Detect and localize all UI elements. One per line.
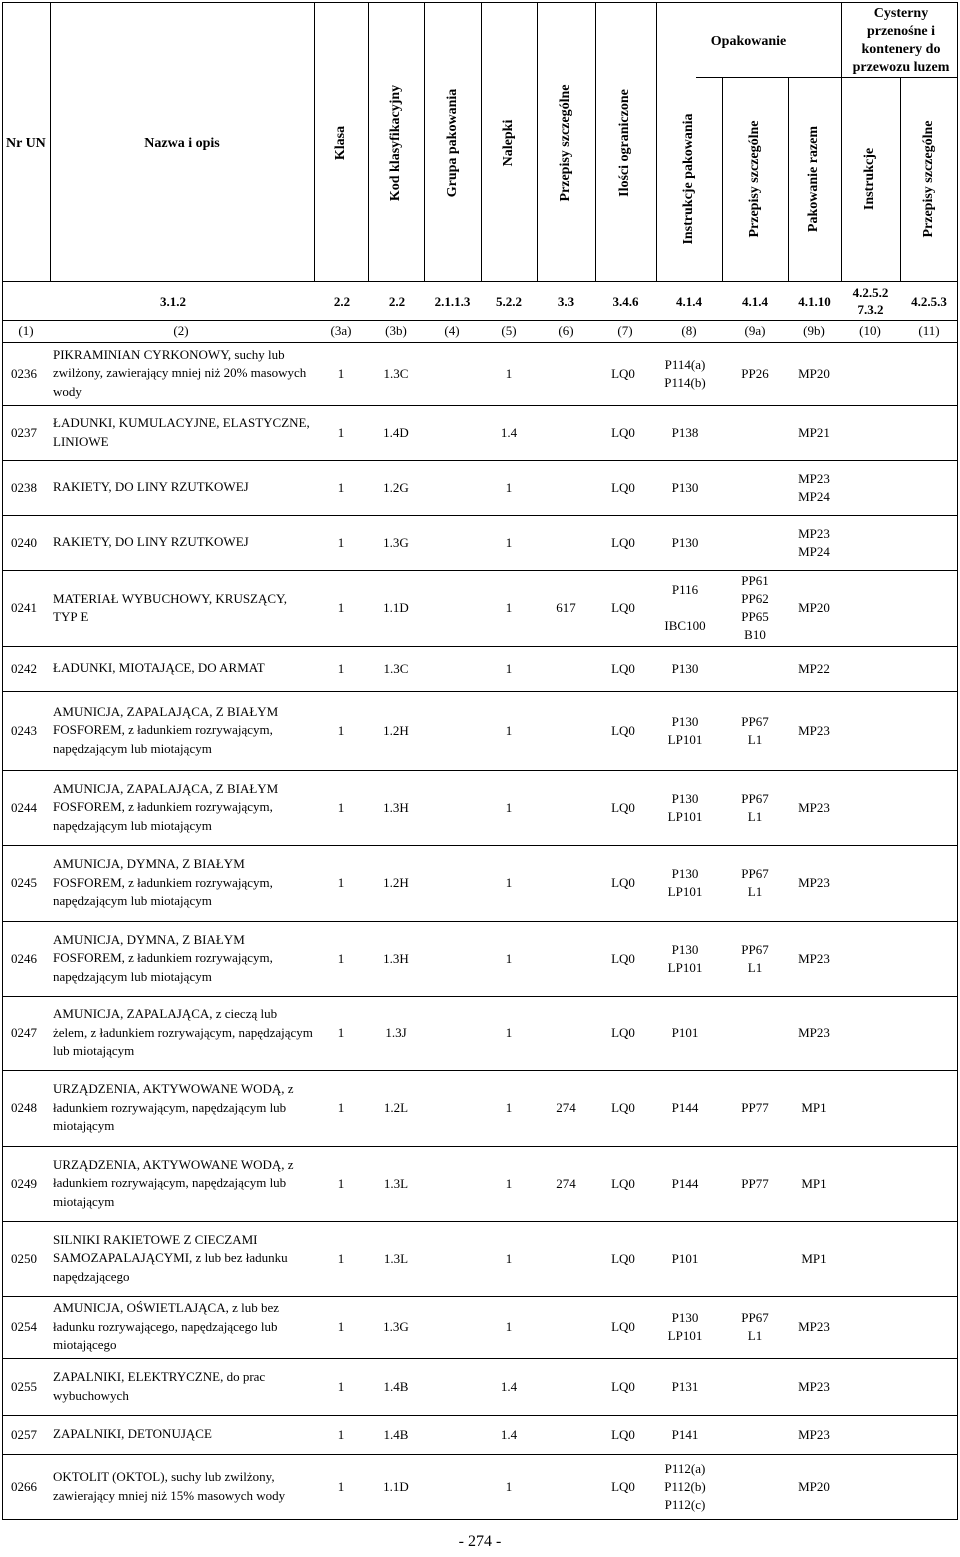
column-number: (6) (558, 323, 574, 338)
un-number: 0240 (11, 534, 37, 550)
un-number: 0237 (11, 424, 37, 440)
packing-instruction: P131 (671, 1378, 699, 1394)
substance-description: AMUNICJA, ZAPALAJĄCA, z cieczą lub żelem, z ładunkiem rozrywającym, napędzającym lub miotającym (53, 1006, 313, 1059)
packing-instruction: P101 (671, 1025, 699, 1040)
klasa-cell: 1 (337, 1250, 345, 1266)
mixed-packing: MP20 (798, 1478, 830, 1494)
kod-cell: 1.2H (383, 875, 409, 890)
ref-1: 3.1.2 (160, 294, 186, 309)
ilosci-cell: LQ0 (611, 1378, 635, 1394)
divider (841, 3, 842, 281)
un-number: 0248 (11, 1100, 37, 1115)
packing-instruction: P130 (671, 660, 699, 676)
header-kod: Kod klasyfikacyjny (388, 84, 403, 202)
header-ilosci: Ilości ograniczone (617, 89, 632, 197)
substance-description: ŁADUNKI, MIOTAJĄCE, DO ARMAT (53, 660, 265, 676)
kod-cell: 1.3C (383, 660, 409, 676)
un-number: 0247 (11, 1025, 37, 1040)
ilosci-cell: LQ0 (611, 424, 635, 440)
nalepki-cell: 1 (505, 600, 513, 615)
mixed-packing: MP23 (798, 1426, 830, 1442)
un-number: 0236 (11, 365, 37, 381)
packing-provision: B10 (744, 627, 766, 642)
klasa-cell: 1 (337, 1175, 345, 1191)
divider (537, 3, 538, 281)
row-divider (3, 1146, 958, 1147)
row-divider (3, 845, 958, 846)
packing-instruction: P130 (671, 866, 699, 881)
divider (3, 342, 958, 343)
mixed-packing: MP23 (798, 722, 830, 738)
nalepki-cell: 1 (505, 1100, 513, 1115)
substance-description: SILNIKI RAKIETOWE Z CIECZAMI SAMOZAPALAJĄCYMI, z lub bez ładunku napędzającego (53, 1231, 288, 1284)
kod-cell: 1.1D (383, 600, 409, 615)
packing-provision: PP67 (741, 1310, 769, 1325)
kod-cell: 1.3G (383, 534, 409, 550)
substance-description: AMUNICJA, OŚWIETLAJĄCA, z lub bez ładunku rozrywającego, napędzającego lub miotającego (53, 1300, 280, 1353)
divider (368, 3, 369, 281)
ilosci-cell: LQ0 (611, 534, 635, 550)
klasa-cell: 1 (337, 875, 345, 890)
substance-description: ZAPALNIKI, DETONUJĄCE (53, 1426, 212, 1442)
klasa-cell: 1 (337, 1319, 345, 1334)
mixed-packing: MP20 (798, 600, 830, 615)
un-number: 0244 (11, 799, 37, 815)
mixed-packing: MP23 (798, 799, 830, 815)
kod-cell: 1.2H (383, 722, 409, 738)
packing-instruction: P130 (671, 941, 699, 957)
ilosci-cell: LQ0 (611, 1250, 635, 1266)
klasa-cell: 1 (337, 1100, 345, 1115)
packing-instruction: LP101 (667, 1328, 703, 1343)
row-divider (3, 1454, 958, 1455)
ref-5: 5.2.2 (496, 294, 522, 309)
ilosci-cell: LQ0 (611, 1175, 635, 1191)
substance-description: URZĄDZENIA, AKTYWOWANE WODĄ, z ładunkiem rozrywającym, napędzającym lub miotającym (53, 1081, 294, 1134)
divider (722, 77, 723, 281)
packing-provision: PP62 (741, 591, 769, 606)
nalepki-cell: 1 (505, 950, 513, 966)
packing-provision: L1 (747, 959, 763, 975)
kod-cell: 1.2G (383, 479, 409, 495)
ref-3a: 2.2 (333, 294, 351, 309)
nalepki-cell: 1 (505, 799, 513, 815)
packing-instruction: P130 (671, 479, 699, 495)
un-number: 0245 (11, 875, 37, 890)
ilosci-cell: LQ0 (611, 950, 635, 966)
packing-provision: PP65 (741, 609, 769, 624)
nalepki-cell: 1 (505, 1175, 513, 1191)
packing-instruction: P130 (671, 790, 699, 806)
packing-instruction: P144 (671, 1175, 699, 1191)
mixed-packing: MP21 (798, 424, 830, 440)
mixed-packing: MP1 (801, 1250, 827, 1266)
nalepki-cell: 1 (505, 1478, 513, 1494)
divider (696, 77, 958, 78)
ref-9a: 4.1.4 (742, 294, 768, 309)
nalepki-cell: 1 (505, 722, 513, 738)
header-grupa: Grupa pakowania (445, 88, 460, 198)
header-cysterny: Cysterny przenośne i kontenery do przewozu luzem (852, 6, 950, 75)
ref-3b: 2.2 (388, 294, 406, 309)
packing-provision: L1 (747, 884, 763, 899)
header-pak-razem: Pakowanie razem (806, 125, 821, 233)
kod-cell: 1.3J (385, 1025, 407, 1040)
mixed-packing: MP23 (798, 470, 830, 486)
ilosci-cell: LQ0 (611, 1100, 635, 1115)
divider (424, 3, 425, 281)
column-number: (3a) (330, 323, 352, 338)
ilosci-cell: LQ0 (611, 365, 635, 381)
substance-description: URZĄDZENIA, AKTYWOWANE WODĄ, z ładunkiem rozrywającym, napędzającym lub miotającym (53, 1156, 294, 1209)
klasa-cell: 1 (337, 722, 345, 738)
ilosci-cell: LQ0 (611, 1478, 635, 1494)
packing-provision: PP61 (741, 573, 769, 588)
substance-description: AMUNICJA, DYMNA, Z BIAŁYM FOSFOREM, z ładunkiem rozrywającym, napędzającym lub miotającym (53, 856, 273, 909)
column-number: (1) (18, 323, 34, 338)
klasa-cell: 1 (337, 660, 345, 676)
ilosci-cell: LQ0 (611, 600, 635, 615)
ref-10b: 7.3.2 (857, 302, 884, 317)
packing-instruction: P116 (671, 582, 699, 597)
un-number: 0254 (11, 1319, 37, 1334)
un-number: 0255 (11, 1378, 37, 1394)
ref-10a: 4.2.5.2 (852, 285, 889, 300)
header-name: Nazwa i opis (144, 136, 220, 151)
ref-11: 4.2.5.3 (911, 294, 947, 309)
divider (314, 3, 315, 281)
row-divider (3, 405, 958, 406)
kod-cell: 1.3H (383, 799, 409, 815)
packing-provision: PP67 (741, 790, 769, 806)
un-number: 0238 (11, 479, 37, 495)
klasa-cell: 1 (337, 1378, 345, 1394)
mixed-packing: MP22 (798, 660, 830, 676)
row-divider (3, 646, 958, 647)
mixed-packing: MP24 (798, 488, 830, 504)
mixed-packing: MP23 (798, 525, 830, 541)
packing-instruction: LP101 (667, 731, 703, 747)
nalepki-cell: 1 (505, 479, 513, 495)
packing-instruction: P144 (671, 1100, 699, 1115)
substance-description: RAKIETY, DO LINY RZUTKOWEJ (53, 534, 249, 550)
klasa-cell: 1 (337, 1478, 345, 1494)
ilosci-cell: LQ0 (611, 660, 635, 676)
substance-description: ZAPALNIKI, ELEKTRYCZNE, do prac wybuchowych (53, 1369, 266, 1403)
przepisy-cell: 274 (556, 1100, 576, 1115)
klasa-cell: 1 (337, 424, 345, 440)
packing-instruction: P130 (671, 713, 699, 729)
substance-description: ŁADUNKI, KUMULACYJNE, ELASTYCZNE, LINIOWE (53, 415, 310, 449)
divider (900, 77, 901, 281)
nalepki-cell: 1.4 (500, 1426, 518, 1442)
substance-description: AMUNICJA, DYMNA, Z BIAŁYM FOSFOREM, z ładunkiem rozrywającym, napędzającym lub miotającym (53, 931, 273, 984)
ilosci-cell: LQ0 (611, 799, 635, 815)
header-przepisy-cyst: Przepisy szczególne (921, 120, 936, 238)
divider (788, 77, 789, 281)
kod-cell: 1.1D (383, 1478, 409, 1494)
ref-9b: 4.1.10 (798, 294, 831, 309)
column-number: (9b) (803, 323, 825, 338)
row-divider (3, 691, 958, 692)
mixed-packing: MP23 (798, 875, 830, 890)
klasa-cell: 1 (337, 479, 345, 495)
packing-instruction: IBC100 (664, 618, 706, 633)
nalepki-cell: 1.4 (500, 1378, 518, 1394)
kod-cell: 1.2L (383, 1100, 409, 1115)
column-number: (11) (918, 323, 940, 338)
klasa-cell: 1 (337, 1426, 345, 1442)
klasa-cell: 1 (337, 534, 345, 550)
row-divider (3, 1221, 958, 1222)
row-divider (3, 1415, 958, 1416)
un-number: 0242 (11, 660, 37, 676)
kod-cell: 1.4D (383, 424, 409, 440)
packing-instruction: P112(c) (664, 1496, 706, 1512)
table-frame (2, 2, 958, 1520)
packing-provision: PP77 (741, 1175, 769, 1191)
packing-instruction: P138 (671, 424, 699, 440)
un-number: 0243 (11, 722, 37, 738)
column-number: (2) (173, 323, 189, 338)
mixed-packing: MP24 (798, 543, 830, 559)
column-number: (3b) (385, 323, 407, 338)
kod-cell: 1.3L (383, 1175, 409, 1191)
header-przepisy: Przepisy szczególne (558, 84, 573, 202)
packing-instruction: LP101 (667, 808, 703, 824)
klasa-cell: 1 (337, 600, 345, 615)
packing-instruction: P112(b) (664, 1478, 706, 1494)
nalepki-cell: 1 (505, 1250, 513, 1266)
packing-instruction: P130 (671, 534, 699, 550)
mixed-packing: MP1 (801, 1175, 827, 1191)
packing-provision: PP77 (741, 1100, 769, 1115)
header-instr-pak: Instrukcje pakowania (681, 113, 696, 245)
header-nr-un: Nr UN (6, 136, 46, 151)
przepisy-cell: 617 (556, 600, 576, 615)
ref-8: 4.1.4 (676, 294, 702, 309)
packing-provision: PP67 (741, 713, 769, 729)
kod-cell: 1.3G (383, 1319, 409, 1334)
packing-instruction: LP101 (667, 959, 703, 975)
packing-provision: PP67 (741, 866, 769, 881)
ref-6: 3.3 (557, 294, 575, 309)
kod-cell: 1.4B (383, 1378, 409, 1394)
substance-description: RAKIETY, DO LINY RZUTKOWEJ (53, 479, 249, 495)
column-number: (9a) (744, 323, 766, 338)
row-divider (3, 515, 958, 516)
mixed-packing: MP23 (798, 1025, 830, 1040)
row-divider (3, 1358, 958, 1359)
mixed-packing: MP23 (798, 950, 830, 966)
divider (595, 3, 596, 281)
ilosci-cell: LQ0 (611, 1025, 635, 1040)
kod-cell: 1.4B (383, 1426, 409, 1442)
nalepki-cell: 1 (505, 365, 513, 381)
nalepki-cell: 1.4 (500, 424, 518, 440)
packing-provision: PP67 (741, 941, 769, 957)
packing-instruction: P141 (671, 1426, 699, 1442)
ref-4: 2.1.1.3 (434, 294, 471, 309)
un-number: 0266 (11, 1478, 37, 1494)
divider (481, 3, 482, 281)
ilosci-cell: LQ0 (611, 1319, 635, 1334)
column-number: (5) (501, 323, 517, 338)
column-number: (8) (681, 323, 697, 338)
ilosci-cell: LQ0 (611, 1426, 635, 1442)
packing-provision: L1 (747, 808, 763, 824)
substance-description: AMUNICJA, ZAPALAJĄCA, Z BIAŁYM FOSFOREM, z ładunkiem rozrywającym, napędzającym lub miotającym (53, 703, 279, 756)
un-number: 0250 (11, 1250, 37, 1266)
mixed-packing: MP23 (798, 1319, 830, 1334)
packing-instruction: LP101 (667, 884, 703, 899)
packing-instruction: P101 (671, 1250, 699, 1266)
packing-instruction: P114(a) (664, 356, 706, 372)
row-divider (3, 1296, 958, 1297)
klasa-cell: 1 (337, 1025, 345, 1040)
packing-provision: L1 (747, 1328, 763, 1343)
substance-description: MATERIAŁ WYBUCHOWY, KRUSZĄCY, TYP E (53, 590, 288, 624)
klasa-cell: 1 (337, 950, 345, 966)
kod-cell: 1.3H (383, 950, 409, 966)
row-divider (3, 921, 958, 922)
ref-7: 3.4.6 (612, 294, 639, 309)
substance-description: OKTOLIT (OKTOL), suchy lub zwilżony, zawierający mniej niż 15% masowych wody (53, 1469, 286, 1503)
substance-description: AMUNICJA, ZAPALAJĄCA, Z BIAŁYM FOSFOREM, z ładunkiem rozrywającym, napędzającym lub miotającym (53, 780, 279, 833)
column-number: (7) (617, 323, 633, 338)
nalepki-cell: 1 (505, 660, 513, 676)
un-number: 0257 (11, 1426, 37, 1442)
divider (3, 320, 958, 321)
page-number: - 274 - (458, 1533, 502, 1550)
packing-provision: PP26 (741, 365, 769, 381)
packing-provision: L1 (747, 731, 763, 747)
column-number: (10) (859, 323, 881, 338)
ilosci-cell: LQ0 (611, 479, 635, 495)
row-divider (3, 460, 958, 461)
row-divider (3, 770, 958, 771)
ilosci-cell: LQ0 (611, 875, 635, 890)
kod-cell: 1.3C (383, 365, 409, 381)
klasa-cell: 1 (337, 799, 345, 815)
un-number: 0241 (11, 600, 37, 615)
packing-instruction: P114(b) (664, 374, 706, 390)
nalepki-cell: 1 (505, 534, 513, 550)
packing-instruction: P112(a) (664, 1460, 706, 1476)
packing-instruction: P130 (671, 1310, 699, 1325)
substance-description: PIKRAMINIAN CYRKONOWY, suchy lub zwilżony, zawierający mniej niż 20% masowych wody (53, 346, 307, 399)
header-klasa: Klasa (333, 125, 348, 161)
header-instrukcje: Instrukcje (862, 147, 877, 211)
un-number: 0249 (11, 1175, 37, 1191)
header-nalepki: Nalepki (501, 119, 516, 167)
mixed-packing: MP1 (801, 1100, 827, 1115)
row-divider (3, 1070, 958, 1071)
kod-cell: 1.3L (383, 1250, 409, 1266)
mixed-packing: MP20 (798, 365, 830, 381)
header-przepisy-pak: Przepisy szczególne (747, 120, 762, 238)
nalepki-cell: 1 (505, 875, 513, 890)
header-opakowanie: Opakowanie (710, 34, 787, 49)
row-divider (3, 996, 958, 997)
divider (3, 281, 958, 282)
ilosci-cell: LQ0 (611, 722, 635, 738)
mixed-packing: MP23 (798, 1378, 830, 1394)
nalepki-cell: 1 (505, 1319, 513, 1334)
przepisy-cell: 274 (556, 1175, 576, 1191)
un-number: 0246 (11, 950, 37, 966)
klasa-cell: 1 (337, 365, 345, 381)
nalepki-cell: 1 (505, 1025, 513, 1040)
column-number: (4) (444, 323, 460, 338)
row-divider (3, 570, 958, 571)
